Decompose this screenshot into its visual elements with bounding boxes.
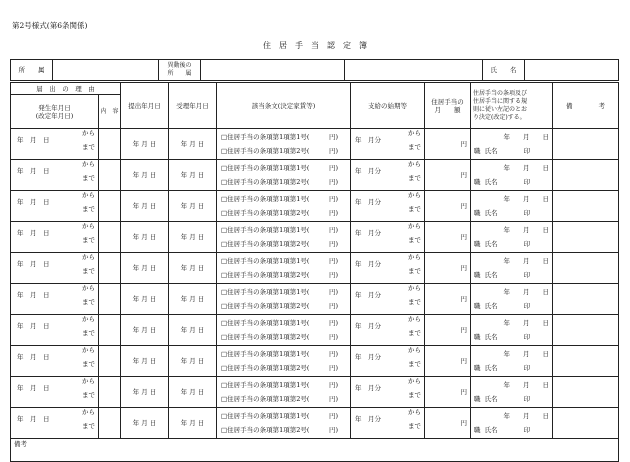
article-cell[interactable]: □住居手当の条項第1項第1号( 円) □住居手当の条項第1項第2号( 円) [217, 346, 351, 377]
blank-field [345, 60, 483, 81]
seal-cell[interactable]: 年 月 日 職 氏名 印 [471, 284, 553, 315]
amount-cell[interactable]: 円 [425, 129, 471, 160]
acceptance-date-cell[interactable]: 年 月 日 [169, 160, 217, 191]
submission-date-cell[interactable]: 年 月 日 [121, 346, 169, 377]
table-row [11, 284, 619, 315]
contents-cell[interactable] [99, 408, 121, 439]
contents-cell[interactable] [99, 222, 121, 253]
header-table [10, 59, 619, 81]
remarks-cell[interactable] [553, 129, 619, 160]
document-title: 住 居 手 当 認 定 簿 [263, 41, 367, 50]
form-code: 第2号様式(第6条関係) [12, 21, 88, 30]
new-department-field[interactable] [201, 60, 345, 81]
department-label: 所 属 [11, 60, 53, 81]
amount-cell[interactable]: 円 [425, 160, 471, 191]
occurrence-date-cell[interactable]: から まで 年 月 日 [11, 160, 99, 191]
remarks-cell[interactable] [553, 253, 619, 284]
submission-date-cell[interactable]: 年 月 日 [121, 191, 169, 222]
seal-cell[interactable]: 年 月 日 職 氏名 印 [471, 222, 553, 253]
contents-cell[interactable] [99, 160, 121, 191]
certification-table [10, 82, 619, 462]
table-row [11, 129, 619, 160]
acceptance-date-header: 受理年月日 [169, 83, 217, 129]
article-cell[interactable]: □住居手当の条項第1項第1号( 円) □住居手当の条項第1項第2号( 円) [217, 253, 351, 284]
remarks-cell[interactable] [553, 346, 619, 377]
payment-start-cell[interactable]: から まで 年 月分 [351, 191, 425, 222]
submission-date-cell[interactable]: 年 月 日 [121, 377, 169, 408]
new-department-label: 異動後の 所 属 [159, 60, 201, 81]
acceptance-date-cell[interactable]: 年 月 日 [169, 408, 217, 439]
remarks-cell[interactable] [553, 191, 619, 222]
table-row [11, 346, 619, 377]
submission-date-header: 提出年月日 [121, 83, 169, 129]
submission-date-cell[interactable]: 年 月 日 [121, 315, 169, 346]
remarks-row [11, 439, 619, 462]
contents-cell[interactable] [99, 129, 121, 160]
acceptance-date-cell[interactable]: 年 月 日 [169, 377, 217, 408]
name-label: 氏 名 [483, 60, 525, 81]
confirmation-header: 住居手当の条項及び 住居手当に関する規 則に従い左記のとお り決定(改定)する。 [471, 83, 553, 129]
occurrence-date-cell[interactable]: から まで 年 月 日 [11, 129, 99, 160]
table-row [11, 315, 619, 346]
occurrence-date-cell[interactable]: から まで 年 月 日 [11, 408, 99, 439]
remarks-cell[interactable] [553, 284, 619, 315]
article-cell[interactable]: □住居手当の条項第1項第1号( 円) □住居手当の条項第1項第2号( 円) [217, 160, 351, 191]
table-row [11, 408, 619, 439]
occurrence-date-header: 発生年月日 (改定年月日) [11, 95, 99, 129]
seal-cell[interactable]: 年 月 日 職 氏名 印 [471, 315, 553, 346]
remarks-header: 備 考 [553, 83, 619, 129]
table-row [11, 222, 619, 253]
seal-cell[interactable]: 年 月 日 職 氏名 印 [471, 346, 553, 377]
occurrence-date-cell[interactable]: から まで 年 月 日 [11, 253, 99, 284]
amount-cell[interactable]: 円 [425, 222, 471, 253]
contents-cell[interactable] [99, 315, 121, 346]
payment-start-cell[interactable]: から まで 年 月分 [351, 377, 425, 408]
amount-cell[interactable]: 円 [425, 191, 471, 222]
occurrence-date-cell[interactable]: から まで 年 月 日 [11, 284, 99, 315]
submission-date-cell[interactable]: 年 月 日 [121, 284, 169, 315]
payment-start-cell[interactable]: から まで 年 月分 [351, 346, 425, 377]
occurrence-date-cell[interactable]: から まで 年 月 日 [11, 377, 99, 408]
remarks-cell[interactable] [553, 222, 619, 253]
submission-date-cell[interactable]: 年 月 日 [121, 129, 169, 160]
article-cell[interactable]: □住居手当の条項第1項第1号( 円) □住居手当の条項第1項第2号( 円) [217, 222, 351, 253]
acceptance-date-cell[interactable]: 年 月 日 [169, 222, 217, 253]
acceptance-date-cell[interactable]: 年 月 日 [169, 346, 217, 377]
payment-start-cell[interactable]: から まで 年 月分 [351, 253, 425, 284]
seal-cell[interactable]: 年 月 日 職 氏名 印 [471, 160, 553, 191]
amount-cell[interactable]: 円 [425, 315, 471, 346]
seal-cell[interactable]: 年 月 日 職 氏名 印 [471, 129, 553, 160]
payment-start-cell[interactable]: から まで 年 月分 [351, 408, 425, 439]
submission-date-cell[interactable]: 年 月 日 [121, 253, 169, 284]
occurrence-date-cell[interactable]: から まで 年 月 日 [11, 191, 99, 222]
article-cell[interactable]: □住居手当の条項第1項第1号( 円) □住居手当の条項第1項第2号( 円) [217, 315, 351, 346]
submission-date-cell[interactable]: 年 月 日 [121, 160, 169, 191]
remarks-field[interactable] [11, 439, 619, 462]
occurrence-date-cell[interactable]: から まで 年 月 日 [11, 222, 99, 253]
department-field[interactable] [53, 60, 159, 81]
amount-cell[interactable]: 円 [425, 284, 471, 315]
submission-date-cell[interactable]: 年 月 日 [121, 408, 169, 439]
acceptance-date-cell[interactable]: 年 月 日 [169, 253, 217, 284]
seal-cell[interactable]: 年 月 日 職 氏名 印 [471, 191, 553, 222]
remarks-label: 備考 [14, 440, 27, 448]
payment-start-cell[interactable]: から まで 年 月分 [351, 284, 425, 315]
payment-start-header: 支給の始期等 [351, 83, 425, 129]
amount-cell[interactable]: 円 [425, 408, 471, 439]
occurrence-date-cell[interactable]: から まで 年 月 日 [11, 346, 99, 377]
remarks-cell[interactable] [553, 377, 619, 408]
contents-cell[interactable] [99, 346, 121, 377]
table-row [11, 160, 619, 191]
table-row [11, 253, 619, 284]
seal-cell[interactable]: 年 月 日 職 氏名 印 [471, 253, 553, 284]
submission-date-cell[interactable]: 年 月 日 [121, 222, 169, 253]
seal-cell[interactable]: 年 月 日 職 氏名 印 [471, 377, 553, 408]
contents-cell[interactable] [99, 253, 121, 284]
article-cell[interactable]: □住居手当の条項第1項第1号( 円) □住居手当の条項第1項第2号( 円) [217, 129, 351, 160]
remarks-cell[interactable] [553, 160, 619, 191]
table-row [11, 191, 619, 222]
monthly-amount-header: 住居手当の 月 額 [425, 83, 471, 129]
article-cell[interactable]: □住居手当の条項第1項第1号( 円) □住居手当の条項第1項第2号( 円) [217, 377, 351, 408]
amount-cell[interactable]: 円 [425, 346, 471, 377]
payment-start-cell[interactable]: から まで 年 月分 [351, 315, 425, 346]
applicable-article-header: 該当条文(決定家賃等) [217, 83, 351, 129]
payment-start-cell[interactable]: から まで 年 月分 [351, 129, 425, 160]
article-cell[interactable]: □住居手当の条項第1項第1号( 円) □住居手当の条項第1項第2号( 円) [217, 191, 351, 222]
amount-cell[interactable]: 円 [425, 377, 471, 408]
occurrence-date-cell[interactable]: から まで 年 月 日 [11, 315, 99, 346]
notification-reason-header: 届 出 の 理 由 [11, 83, 121, 95]
table-row [11, 377, 619, 408]
article-cell[interactable]: □住居手当の条項第1項第1号( 円) □住居手当の条項第1項第2号( 円) [217, 408, 351, 439]
payment-start-cell[interactable]: から まで 年 月分 [351, 160, 425, 191]
acceptance-date-cell[interactable]: 年 月 日 [169, 315, 217, 346]
acceptance-date-cell[interactable]: 年 月 日 [169, 191, 217, 222]
acceptance-date-cell[interactable]: 年 月 日 [169, 129, 217, 160]
contents-cell[interactable] [99, 284, 121, 315]
contents-header: 内 容 [99, 95, 121, 129]
contents-cell[interactable] [99, 191, 121, 222]
remarks-cell[interactable] [553, 315, 619, 346]
amount-cell[interactable]: 円 [425, 253, 471, 284]
payment-start-cell[interactable]: から まで 年 月分 [351, 222, 425, 253]
seal-cell[interactable]: 年 月 日 職 氏名 印 [471, 408, 553, 439]
acceptance-date-cell[interactable]: 年 月 日 [169, 284, 217, 315]
remarks-cell[interactable] [553, 408, 619, 439]
name-field[interactable] [525, 60, 619, 81]
article-cell[interactable]: □住居手当の条項第1項第1号( 円) □住居手当の条項第1項第2号( 円) [217, 284, 351, 315]
contents-cell[interactable] [99, 377, 121, 408]
